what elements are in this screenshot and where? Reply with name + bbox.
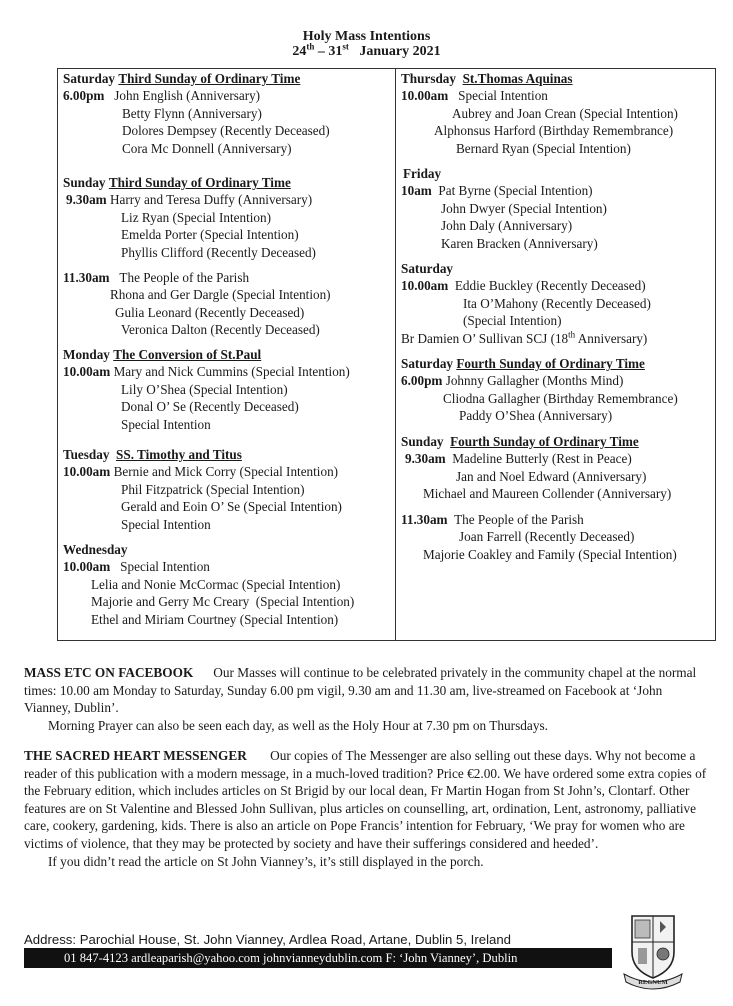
intention: Betty Flynn (Anniversary) (122, 105, 262, 121)
day-label: Thursday (401, 71, 456, 86)
mass-time: 10.00am (63, 464, 111, 480)
intention: Aubrey and Joan Crean (Special Intention) (452, 105, 678, 121)
intention: Cora Mc Donnell (Anniversary) (122, 140, 292, 156)
intention: Alphonsus Harford (Birthday Remembrance) (434, 123, 674, 139)
intention: Rhona and Ger Dargle (Special Intention) (110, 287, 331, 303)
feast-label: SS. Timothy and Titus (116, 447, 242, 462)
page-title: Holy Mass Intentions (302, 29, 431, 44)
intention: Mary and Nick Cummins (Special Intention) (113, 364, 350, 380)
intention: Dolores Dempsey (Recently Deceased) (122, 123, 330, 139)
saturday-vigil-block (401, 355, 711, 433)
left-column (63, 70, 393, 628)
mass-time: 10.00am (63, 364, 111, 380)
intention: Gulia Leonard (Recently Deceased) (115, 304, 305, 320)
intention: Emelda Porter (Special Intention) (121, 227, 299, 243)
mass-time: 9.30am (405, 451, 446, 467)
day-label: Saturday (63, 71, 116, 86)
mass-time: 10am (401, 183, 432, 199)
parish-crest-logo (620, 912, 686, 990)
intention: Veronica Dalton (Recently Deceased) (121, 322, 320, 338)
mass-time: 11.30am (63, 270, 110, 285)
day-label: Friday (403, 166, 442, 181)
intention: Eddie Buckley (Recently Deceased) (454, 278, 646, 294)
intention: Majorie Coakley and Family (Special Intention) (423, 546, 677, 562)
messenger-heading: THE SACRED HEART MESSENGER (24, 748, 247, 763)
day-label: Wednesday (63, 542, 128, 557)
intention: John Daly (Anniversary) (441, 218, 573, 234)
messenger-notice (24, 747, 712, 870)
intention: The People of the Parish (454, 512, 584, 527)
intention: Ita O’Mahony (Recently Deceased) (463, 295, 651, 311)
thursday-block (401, 70, 711, 165)
sunday-block (63, 174, 393, 269)
crest-motto: REGNUM (638, 979, 668, 986)
intention: Joan Farrell (Recently Deceased) (459, 529, 635, 545)
intention: Jan and Noel Edward (Anniversary) (456, 468, 647, 484)
intention: Lelia and Nonie McCormac (Special Intention) (91, 576, 341, 592)
contact-bar: 01 847-4123 ardleaparish@yahoo.com johnvianneydublin.com F: ‘John Vianney’, Dublin (24, 948, 612, 968)
saturday-block (63, 70, 393, 174)
intention: Special Intention (121, 416, 211, 432)
day-label: Monday (63, 347, 110, 362)
feast-label: Third Sunday of Ordinary Time (108, 175, 291, 190)
intention: Michael and Maureen Collender (Anniversary) (423, 486, 672, 502)
intention: Liz Ryan (Special Intention) (121, 209, 271, 225)
intention: Ethel and Miriam Courtney (Special Intention) (91, 611, 339, 627)
day-label: Sunday (63, 175, 106, 190)
feast-label: St.Thomas Aquinas (462, 71, 573, 86)
intention: (Special Intention) (463, 313, 562, 329)
saturday-block (401, 260, 711, 355)
right-column (401, 70, 711, 563)
intention: Special Intention (120, 559, 210, 575)
date-range: 24th – 31st January 2021 (292, 41, 441, 59)
wednesday-block (63, 541, 393, 628)
mass-time: 6.00pm (63, 88, 105, 104)
intention: Gerald and Eoin O’ Se (Special Intention) (121, 499, 342, 515)
intention: Karen Bracken (Anniversary) (441, 235, 598, 251)
intention: Harry and Teresa Duffy (Anniversary) (109, 192, 313, 208)
facebook-notice (24, 664, 712, 734)
day-label: Saturday (401, 356, 454, 371)
crest-icon (620, 912, 686, 990)
intention: Phyllis Clifford (Recently Deceased) (121, 244, 316, 260)
parish-address: Address: Parochial House, St. John Vianney, Ardlea Road, Artane, Dublin 5, Ireland (24, 932, 512, 947)
day-label: Tuesday (63, 447, 110, 462)
intention: Special Intention (121, 516, 211, 532)
mass-time: 10.00am (63, 559, 111, 575)
intention: Bernard Ryan (Special Intention) (456, 140, 631, 156)
intention: The People of the Parish (119, 270, 250, 285)
day-label: Sunday (401, 434, 444, 449)
feast-label: Fourth Sunday of Ordinary Time (450, 434, 639, 449)
intention: Phil Fitzpatrick (Special Intention) (121, 481, 305, 497)
facebook-heading: MASS ETC ON FACEBOOK (24, 665, 194, 680)
intention: Donal O’ Se (Recently Deceased) (121, 399, 299, 415)
sunday-block (401, 433, 711, 511)
intention: Cliodna Gallagher (Birthday Remembrance) (443, 390, 678, 406)
day-label: Saturday (401, 261, 454, 276)
intention: Majorie and Gerry Mc Creary (Special Intention) (91, 594, 355, 610)
mass-time: 10.00am (401, 278, 449, 294)
feast-label: The Conversion of St.Paul (113, 347, 262, 362)
column-divider (395, 68, 396, 640)
messenger-text-2: If you didn’t read the article on St John Vianney’s, it’s still displayed in the porch. (48, 853, 484, 869)
friday-block (401, 165, 711, 260)
intention: John English (Anniversary) (114, 88, 261, 104)
sunday-1130-block (63, 269, 393, 346)
facebook-text-2: Morning Prayer can also be seen each day, as well as the Holy Hour at 7.30 pm on Thursdays. (48, 717, 548, 733)
mass-time: 6.00pm (401, 373, 443, 389)
intention: Madeline Butterly (Rest in Peace) (452, 451, 632, 467)
sunday-1130-block (401, 511, 711, 563)
tuesday-block (63, 446, 393, 541)
mass-time: 10.00am (401, 88, 449, 104)
intention: Johnny Gallagher (Months Mind) (445, 373, 624, 389)
intention: Special Intention (458, 88, 548, 104)
mass-time: 9.30am (66, 192, 107, 208)
mass-time: 11.30am (401, 512, 448, 527)
messenger-text: Our copies of The Messenger are also selling out these days. Why not become a reader of this publication with a modern message, in a much-loved tradition? Price €2.00. We have ordered some extra copies of the February edition, which includes articles on St Brigid by our local dean, Fr Martin Hogan from St John’s, Clontarf. Other features are on St Valentine and Blessed John Sullivan, plus articles on counselling, art, ordination, Lent, astronomy, palliative care, cookery, gardening, kids. There is also an article on Pope Francis’ intention for February, ‘We pray for women who are victims of violence, that they may be protected by society and have their sufferings considered and heeded’. (24, 748, 707, 851)
feast-label: Third Sunday of Ordinary Time (118, 71, 301, 86)
intention: Bernie and Mick Corry (Special Intention) (113, 464, 339, 480)
intention: Br Damien O’ Sullivan SCJ (18th Anniversary) (401, 329, 648, 346)
facebook-text: Our Masses will continue to be celebrated privately in the community chapel at the normal times: 10.00 am Monday to Saturday, Sunday 6.00 pm vigil, 9.30 am and 11.30 am, live-streamed on Facebook at ‘John Vianney, Dublin’. (24, 665, 697, 716)
monday-block (63, 346, 393, 446)
intention: Pat Byrne (Special Intention) (438, 183, 593, 199)
intention: John Dwyer (Special Intention) (441, 200, 607, 216)
feast-label: Fourth Sunday of Ordinary Time (456, 356, 645, 371)
intention: Lily O’Shea (Special Intention) (121, 381, 288, 397)
intention: Paddy O’Shea (Anniversary) (459, 408, 613, 424)
